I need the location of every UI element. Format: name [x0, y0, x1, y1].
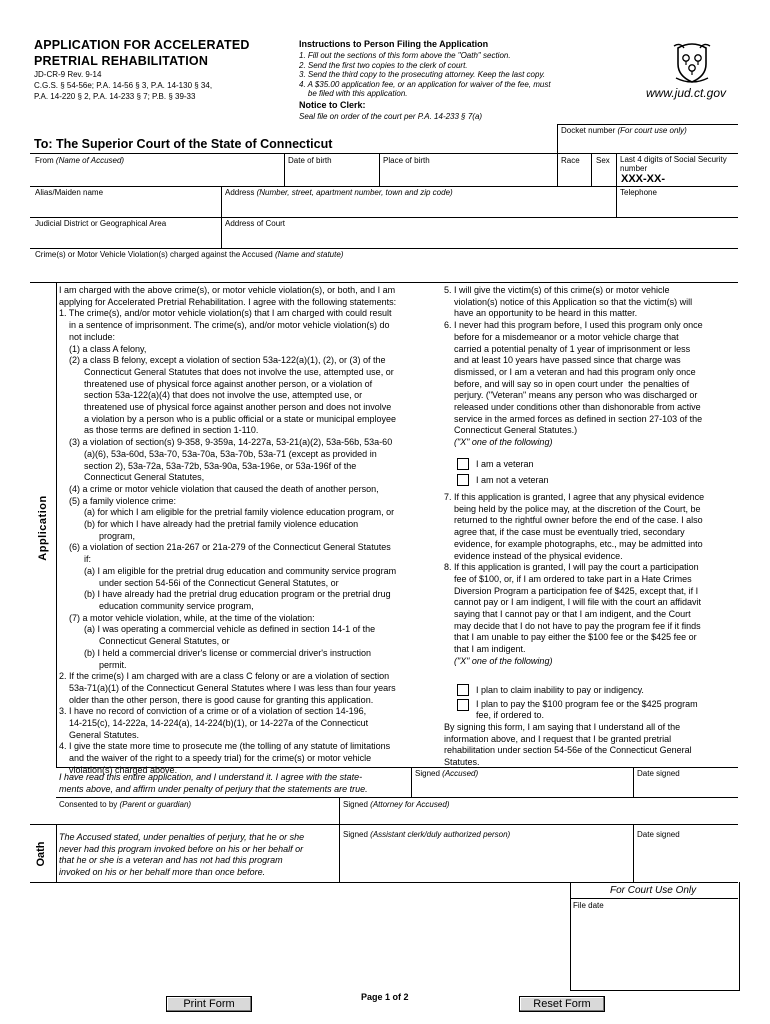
fee-claim-label: I plan to claim inability to pay or indigency.: [476, 685, 644, 695]
application-statements-left: [59, 285, 439, 777]
statement-line: applying for Accelerated Pretrial Rehabilitation. I agree with the following statements:: [59, 296, 397, 307]
statement-line: Connecticut General Statutes.): [444, 425, 578, 436]
statement-line: under section 54-56i of the Connecticut General Statutes, or: [59, 577, 339, 588]
statement-line: perjury. ("Veteran" means any person who was discharged or: [444, 390, 698, 401]
statement-line: threatened use of physical force against another person and does not involve: [59, 402, 392, 413]
instructions-list: [299, 51, 551, 99]
district-label: Judicial District or Geographical Area: [35, 219, 167, 228]
statement-line: General Statutes.: [59, 729, 140, 740]
statement-line: violation(s) notice of this Application so that the victim(s) will: [444, 296, 693, 307]
statement-line: rehabilitation under section 54-56e of the Connecticut General: [444, 745, 692, 756]
statement-line: may decide that I do not have to pay the program fee if it finds: [444, 620, 701, 631]
statement-line: evidence, for example photographs, etc., may be admitted into: [444, 538, 703, 549]
statement-line: 1. The crime(s), and/or motor vehicle violation(s) that I am charged with could result: [59, 308, 392, 319]
affirmation-statement: I have read this entire application, and I understand it. I agree with the state- ments above, and affirm under penalty of perjury that the statements are true.: [59, 772, 368, 794]
statement-line: 4. I give the state more time to prosecute me (the tolling of any statute of limitations: [59, 741, 391, 752]
statement-line: (7) a motor vehicle violation, while, at the time of the violation:: [59, 612, 315, 623]
statement-line: 14-215(c), 14-222a, 14-224(a), 14-224(b)(1), or 14-227a of the Connecticut: [59, 718, 369, 729]
veteran-label: I am a veteran: [476, 459, 534, 469]
statement-line: 2. If the crime(s) I am charged with are a class C felony or are a violation of section: [59, 671, 390, 682]
oath-text: The Accused stated, under penalties of perjury, that he or she never had this program invoked before on his or her behalf or that he or she is a veteran and has not had this program invoked on his or her behalf more than once before.: [59, 832, 305, 878]
statement-line: Statutes.: [444, 757, 480, 768]
oath-side-label: Oath: [35, 841, 47, 867]
page-number: Page 1 of 2: [361, 992, 409, 1002]
statement-line: being held by the police may, at the discretion of the Court, be: [444, 503, 701, 514]
file-date-label: File date: [573, 901, 604, 910]
statement-line: if:: [59, 554, 92, 565]
statement-line: before, and will say so in open court under the penalties of: [444, 378, 690, 389]
application-side-label: Application: [37, 495, 49, 561]
from-label: From (Name of Accused): [35, 156, 125, 165]
statement-line: and the waiver of the right to a speedy trial) for the crime(s) or motor vehicle: [59, 753, 372, 764]
statement-line: (5) a family violence crime:: [59, 495, 177, 506]
application-statements-right-2: [444, 492, 739, 668]
statement-line: I am charged with the above crime(s), or motor vehicle violation(s), or both, and I am: [59, 285, 396, 295]
statement-line: (6) a violation of section 21a-267 or 21a-279 of the Connecticut General Statutes: [59, 542, 391, 553]
statement-line: (a)(6), 53a-60d, 53a-70, 53a-70a, 53a-70b, 53a-71 (except as provided in: [59, 448, 377, 459]
statement-line: (b) I have already had the pretrial drug education program or the pretrial drug: [59, 589, 391, 600]
statutes-line1: C.G.S. § 54-56e; P.A. 14-56 § 3, P.A. 14-130 § 34,: [34, 81, 213, 90]
statement-line: that I am indigent.: [444, 644, 526, 655]
statement-line: (b) for which I have already had the pretrial family violence education: [59, 519, 359, 530]
statement-line: threatened use of physical force against another person, or a violation of: [59, 378, 373, 389]
statement-line: section 2), 53a-72a, 53a-72b, 53a-90a, 53a-196e, or 53a-196f of the: [59, 460, 357, 471]
statement-line: a violation by a person who is a public official or a state or municipal employee: [59, 413, 397, 424]
statement-line: (a) for which I am eligible for the pretrial family violence education program, or: [59, 507, 395, 518]
oath-date-signed-label: Date signed: [637, 830, 680, 839]
statement-line: violation(s) charged above.: [59, 764, 178, 775]
statement-line: evidence instead of the physical evidence.: [444, 550, 623, 561]
statement-line: 6. I never had this program before, I used this program only once: [444, 320, 703, 331]
consent-label: Consented to by (Parent or guardian): [59, 800, 192, 809]
instruction-item: 4. A $35.00 application fee, or an application for waiver of the fee, must: [299, 79, 551, 89]
statement-line: in a sentence of imprisonment. The crime(s), and/or motor vehicle violation(s) do: [59, 320, 390, 331]
address-label: Address (Number, street, apartment number, town and zip code): [225, 188, 453, 197]
notice-title: Notice to Clerk:: [299, 100, 366, 110]
telephone-label: Telephone: [620, 188, 657, 197]
statement-line: education community service program,: [59, 600, 254, 611]
statement-line: (a) I am eligible for the pretrial drug education and community service program: [59, 565, 397, 576]
statement-line: released under conditions other than dishonorable from active: [444, 402, 701, 413]
statement-line: Connecticut General Statutes that does not involve the use, attempted use, or: [59, 366, 394, 377]
statement-line: as those terms are defined in section 1-110.: [59, 425, 259, 436]
statement-line: Connecticut General Statutes, or: [59, 636, 230, 647]
instruction-item: 1. Fill out the sections of this form above the "Oath" section.: [299, 51, 511, 60]
fee-pay-checkbox[interactable]: [457, 699, 469, 711]
form-id: JD-CR-9 Rev. 9-14: [34, 70, 102, 79]
race-label: Race: [561, 156, 580, 165]
statement-line: saying that I cannot pay or that I am indigent, and the Court: [444, 609, 691, 620]
instructions-title: Instructions to Person Filing the Application: [299, 39, 489, 49]
instruction-item: be filed with this application.: [299, 89, 408, 98]
statement-line: (1) a class A felony,: [59, 343, 147, 354]
statement-line: before for a misdemeanor or a motor vehicle charge that: [444, 331, 679, 342]
form-title-line1: APPLICATION FOR ACCELERATED: [34, 38, 250, 52]
court-heading: To: The Superior Court of the State of Connecticut: [34, 137, 333, 151]
fee-claim-checkbox[interactable]: [457, 684, 469, 696]
not-veteran-label: I am not a veteran: [476, 475, 549, 485]
statement-line: (2) a class B felony, except a violation of section 53a-122(a)(1), (2), or (3) of the: [59, 355, 386, 366]
statement-line: 5. I will give the victim(s) of this crime(s) or motor vehicle: [444, 285, 670, 295]
statement-line: 53a-71(a)(1) of the Connecticut General Statutes where I was less than four years: [59, 682, 396, 693]
statement-line: (3) a violation of section(s) 9-358, 9-359a, 14-227a, 53-21(a)(2), 53a-56b, 53a-60: [59, 437, 393, 448]
statement-line: returned to the rightful owner before the end of the case. I also: [444, 515, 703, 526]
statement-line: By signing this form, I am saying that I understand all of the: [444, 722, 681, 732]
fee-pay-label: I plan to pay the $100 program fee or the $425 program fee, if ordered to.: [476, 699, 698, 720]
application-closing-statement: [444, 722, 739, 769]
clerk-signed-label: Signed (Assistant clerk/duly authorized person): [343, 830, 511, 839]
statement-line: section 53a-122(a)(4) that does not involve the use, attempted use, or: [59, 390, 363, 401]
statement-line: 8. If this application is granted, I will pay the court a participation: [444, 562, 699, 573]
application-statements-right: [444, 285, 739, 449]
statement-line: program,: [59, 530, 136, 541]
ssn-label: Last 4 digits of Social Security number: [620, 155, 727, 173]
statement-line: ("X" one of the following): [444, 437, 553, 448]
statement-line: not include:: [59, 331, 116, 342]
not-veteran-checkbox[interactable]: [457, 474, 469, 486]
dob-label: Date of birth: [288, 156, 332, 165]
statement-line: ("X" one of the following): [444, 655, 553, 666]
statement-line: have an opportunity to be heard in this matter.: [444, 308, 638, 319]
statement-line: and at least 10 years have passed since that charge was: [444, 355, 681, 366]
veteran-checkbox[interactable]: [457, 458, 469, 470]
signed-accused-label: Signed (Accused): [415, 769, 479, 778]
statutes-line2: P.A. 14-220 § 2, P.A. 14-233 § 7; P.B. § 39-33: [34, 92, 196, 101]
form-title-line2: PRETRIAL REHABILITATION: [34, 54, 209, 68]
sex-label: Sex: [596, 156, 610, 165]
statement-line: fee of $100, or, if I am ordered to take part in a Hate Crimes: [444, 573, 692, 584]
statement-line: 3. I have no record of conviction of a crime or of a violation of section 14-196,: [59, 706, 367, 717]
instruction-item: 3. Send the third copy to the prosecuting attorney. Keep the last copy.: [299, 70, 546, 79]
statement-line: Diversion Program a participation fee of $425, except that, if I: [444, 585, 699, 596]
statement-line: permit.: [59, 659, 127, 670]
statement-line: 7. If this application is granted, I agree that any physical evidence: [444, 492, 705, 502]
statement-line: cannot pay or I am indigent, I will file with the court an affidavit: [444, 597, 701, 608]
date-signed-label: Date signed: [637, 769, 680, 778]
statement-line: (b) I held a commercial driver's license or commercial driver's instruction: [59, 647, 372, 658]
print-form-button[interactable]: Print Form: [166, 996, 252, 1012]
state-seal-icon: [670, 38, 714, 84]
statement-line: information above, and I request that I be granted pretrial: [444, 733, 672, 744]
court-address-label: Address of Court: [225, 219, 286, 228]
alias-label: Alias/Maiden name: [35, 188, 104, 197]
statement-line: older than the other person, there is good cause for granting this application.: [59, 694, 374, 705]
instruction-item: 2. Send the first two copies to the clerk of court.: [299, 60, 468, 70]
docket-label: Docket number (For court use only): [561, 126, 687, 135]
crimes-label: Crime(s) or Motor Vehicle Violation(s) charged against the Accused (Name and statute): [35, 250, 344, 259]
statement-line: (a) I was operating a commercial vehicle as defined in section 14-1 of the: [59, 624, 376, 635]
reset-form-button[interactable]: Reset Form: [519, 996, 605, 1012]
court-use-title: For Court Use Only: [610, 885, 697, 896]
website-link[interactable]: www.jud.ct.gov: [646, 86, 727, 100]
statement-line: agree that, if the case must be eventually tried, secondary: [444, 527, 685, 538]
pob-label: Place of birth: [383, 156, 430, 165]
statement-line: carried a potential penalty of 1 year of imprisonment or less: [444, 343, 691, 354]
attorney-signed-label: Signed (Attorney for Accused): [343, 800, 450, 809]
statement-line: Connecticut General Statutes,: [59, 472, 205, 483]
statement-line: that I am unable to pay either the $100 fee or the $425 fee or: [444, 632, 697, 643]
ssn-prefix: XXX-XX-: [621, 173, 666, 185]
notice-text: Seal file on order of the court per P.A. 14-233 § 7(a): [299, 112, 483, 121]
statement-line: (4) a crime or motor vehicle violation that caused the death of another person,: [59, 483, 379, 494]
statement-line: service in the armed forces as defined in section 27-103 of the: [444, 413, 703, 424]
statement-line: dismissed, or I am a veteran and had this program only once: [444, 366, 696, 377]
